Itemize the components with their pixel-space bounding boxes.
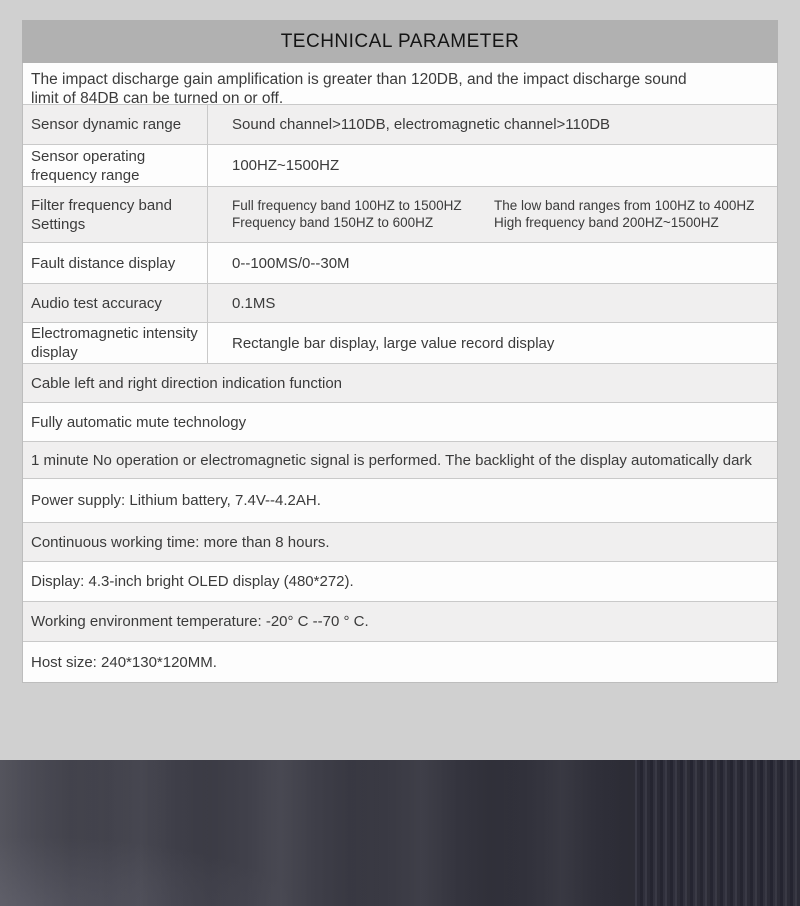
feature-text: Working environment temperature: -20° C --70 ° C. <box>31 613 369 630</box>
param-label <box>23 145 208 186</box>
filter-value-line: Full frequency band 100HZ to 1500HZ <box>232 198 462 213</box>
product-photo-band <box>0 760 800 906</box>
param-label-text: Filter frequency band Settings <box>31 196 172 233</box>
table-row <box>23 479 777 523</box>
param-value-text: 100HZ~1500HZ <box>232 157 340 174</box>
table-row <box>23 187 777 243</box>
feature-text: Continuous working time: more than 8 hours. <box>31 533 330 551</box>
section-title: TECHNICAL PARAMETER <box>280 30 520 52</box>
param-value-text: 0.1MS <box>232 294 276 312</box>
filter-value-line: Frequency band 150HZ to 600HZ <box>232 214 434 230</box>
ribbed-heatsink-texture <box>635 760 800 906</box>
filter-value-line: The low band ranges from 100HZ to 400HZ <box>494 198 755 213</box>
table-row <box>23 364 777 403</box>
param-label <box>23 187 208 242</box>
feature-text: Power supply: Lithium battery, 7.4V--4.2AH. <box>31 492 321 509</box>
feature-text: Cable left and right direction indication function <box>31 374 343 392</box>
param-value <box>208 105 777 144</box>
feature-text: 1 minute No operation or electromagnetic signal is performed. The backlight of the display automatically dark <box>31 451 752 469</box>
filter-value-column-2 <box>494 198 771 231</box>
table-row <box>23 284 777 323</box>
feature-text: Fully automatic mute technology <box>31 413 247 431</box>
photo-highlight-sheen <box>0 836 300 906</box>
param-label-text: Electromagnetic intensity display <box>31 325 198 361</box>
feature-text: Host size: 240*130*120MM. <box>31 653 217 671</box>
param-label-text: Sensor operating frequency range <box>31 147 146 184</box>
table-row-intro <box>23 63 777 105</box>
param-value-text: Rectangle bar display, large value record display <box>232 334 555 352</box>
param-label <box>23 284 208 322</box>
filter-value-line: High frequency band 200HZ~1500HZ <box>494 214 719 230</box>
param-value <box>208 284 777 322</box>
param-label-text: Fault distance display <box>31 254 176 272</box>
table-row <box>23 523 777 562</box>
table-row <box>23 602 777 642</box>
table-row <box>23 243 777 284</box>
filter-value-column-1 <box>232 198 494 231</box>
table-row <box>23 323 777 364</box>
param-value <box>208 145 777 186</box>
table-row <box>23 105 777 145</box>
param-label <box>23 323 208 363</box>
param-value <box>208 187 777 242</box>
table-row <box>23 562 777 602</box>
param-value <box>208 243 777 283</box>
param-label <box>23 243 208 283</box>
section-header-bar <box>22 20 778 63</box>
feature-text: Display: 4.3-inch bright OLED display (480*272). <box>31 573 354 590</box>
param-label <box>23 105 208 144</box>
intro-text: The impact discharge gain amplification is greater than 120DB, and the impact discharge sound limit of 84DB can be turned on or off. <box>31 71 687 107</box>
param-label-text: Audio test accuracy <box>31 294 162 312</box>
param-value <box>208 323 777 363</box>
table-row <box>23 403 777 442</box>
technical-parameter-sheet <box>22 20 778 683</box>
param-value-text: Sound channel>110DB, electromagnetic channel>110DB <box>232 116 611 133</box>
parameter-table <box>22 63 778 683</box>
param-value-text: 0--100MS/0--30M <box>232 254 350 272</box>
table-row <box>23 642 777 682</box>
table-row <box>23 145 777 187</box>
table-row <box>23 442 777 479</box>
param-label-text: Sensor dynamic range <box>31 116 182 133</box>
